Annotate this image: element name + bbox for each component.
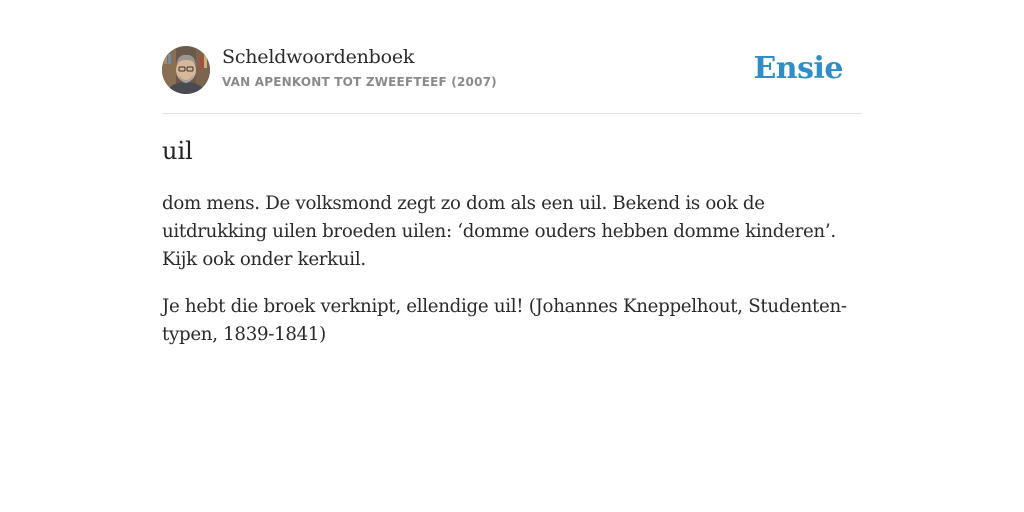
entry-body — [162, 190, 862, 368]
entry-quote: Je hebt die broek verknipt, ellendige uil! (Johannes Kneppelhout, Studenten-typen, 1839-1841) — [162, 296, 847, 345]
author-portrait-icon[interactable] — [162, 46, 210, 94]
source-header — [162, 46, 862, 96]
brand-logo[interactable]: Ensie — [753, 51, 843, 86]
entry-term: uil — [162, 137, 193, 165]
source-title[interactable]: Scheldwoordenboek — [222, 46, 415, 68]
source-subtitle[interactable]: VAN APENKONT TOT ZWEEFTEEF (2007) — [222, 75, 497, 89]
entry-definition: dom mens. De volksmond zegt zo dom als een uil. Bekend is ook de uitdrukking uilen broeden uilen: ‘domme ouders hebben domme kinderen’. Kijk ook onder kerkuil. — [162, 193, 836, 270]
header-divider — [162, 113, 862, 114]
